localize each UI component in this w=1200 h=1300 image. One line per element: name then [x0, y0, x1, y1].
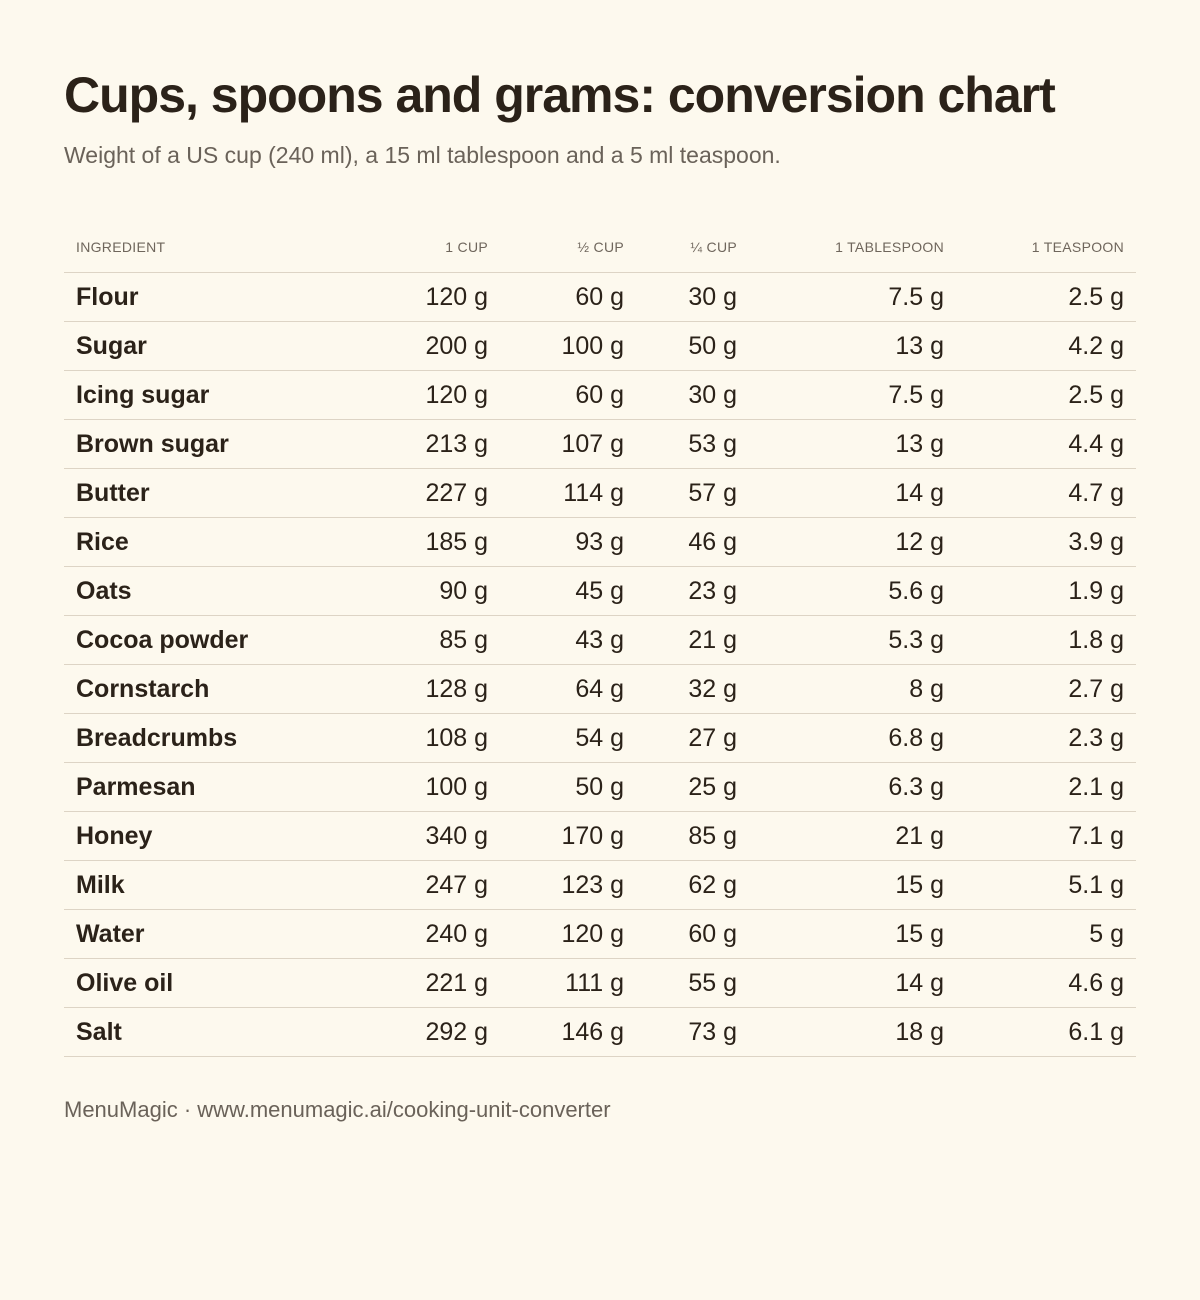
cell-tablespoon: 7.5 g — [749, 273, 956, 322]
cell-tablespoon: 15 g — [749, 910, 956, 959]
cell-1-cup: 292 g — [364, 1008, 500, 1057]
table-row — [64, 273, 1136, 322]
ingredient-name: Icing sugar — [64, 371, 364, 420]
table-row — [64, 371, 1136, 420]
cell-quarter-cup: 27 g — [636, 714, 749, 763]
cell-1-cup: 128 g — [364, 665, 500, 714]
column-header-quarter-cup: ¼ CUP — [636, 222, 749, 273]
ingredient-name: Brown sugar — [64, 420, 364, 469]
table-row — [64, 763, 1136, 812]
cell-tablespoon: 12 g — [749, 518, 956, 567]
column-header-tablespoon: 1 TABLESPOON — [749, 222, 956, 273]
cell-1-cup: 240 g — [364, 910, 500, 959]
cell-half-cup: 120 g — [500, 910, 636, 959]
cell-teaspoon: 3.9 g — [956, 518, 1136, 567]
ingredient-name: Oats — [64, 567, 364, 616]
cell-teaspoon: 1.9 g — [956, 567, 1136, 616]
cell-teaspoon: 4.2 g — [956, 322, 1136, 371]
cell-quarter-cup: 62 g — [636, 861, 749, 910]
cell-quarter-cup: 25 g — [636, 763, 749, 812]
cell-half-cup: 43 g — [500, 616, 636, 665]
cell-teaspoon: 6.1 g — [956, 1008, 1136, 1057]
column-header-teaspoon: 1 TEASPOON — [956, 222, 1136, 273]
cell-1-cup: 185 g — [364, 518, 500, 567]
cell-tablespoon: 6.8 g — [749, 714, 956, 763]
cell-quarter-cup: 30 g — [636, 273, 749, 322]
column-header-ingredient: INGREDIENT — [64, 222, 364, 273]
cell-half-cup: 123 g — [500, 861, 636, 910]
cell-teaspoon: 4.4 g — [956, 420, 1136, 469]
table-row — [64, 910, 1136, 959]
column-header-half-cup: ½ CUP — [500, 222, 636, 273]
cell-quarter-cup: 50 g — [636, 322, 749, 371]
cell-tablespoon: 13 g — [749, 420, 956, 469]
table-row — [64, 322, 1136, 371]
cell-teaspoon: 2.1 g — [956, 763, 1136, 812]
cell-half-cup: 146 g — [500, 1008, 636, 1057]
ingredient-name: Flour — [64, 273, 364, 322]
cell-quarter-cup: 46 g — [636, 518, 749, 567]
ingredient-name: Salt — [64, 1008, 364, 1057]
cell-quarter-cup: 55 g — [636, 959, 749, 1008]
cell-teaspoon: 2.7 g — [956, 665, 1136, 714]
cell-half-cup: 100 g — [500, 322, 636, 371]
ingredient-name: Milk — [64, 861, 364, 910]
cell-half-cup: 60 g — [500, 371, 636, 420]
table-row — [64, 567, 1136, 616]
table-row — [64, 959, 1136, 1008]
table-row — [64, 665, 1136, 714]
cell-half-cup: 54 g — [500, 714, 636, 763]
cell-1-cup: 247 g — [364, 861, 500, 910]
page-title: Cups, spoons and grams: conversion chart — [64, 67, 1055, 123]
ingredient-name: Parmesan — [64, 763, 364, 812]
ingredient-name: Honey — [64, 812, 364, 861]
cell-quarter-cup: 57 g — [636, 469, 749, 518]
table-header-row — [64, 222, 1136, 273]
cell-half-cup: 50 g — [500, 763, 636, 812]
ingredient-name: Olive oil — [64, 959, 364, 1008]
cell-quarter-cup: 30 g — [636, 371, 749, 420]
cell-quarter-cup: 23 g — [636, 567, 749, 616]
ingredient-name: Cornstarch — [64, 665, 364, 714]
cell-1-cup: 100 g — [364, 763, 500, 812]
cell-quarter-cup: 60 g — [636, 910, 749, 959]
table-row — [64, 469, 1136, 518]
ingredient-name: Water — [64, 910, 364, 959]
ingredient-name: Butter — [64, 469, 364, 518]
cell-teaspoon: 5.1 g — [956, 861, 1136, 910]
cell-teaspoon: 2.3 g — [956, 714, 1136, 763]
cell-quarter-cup: 85 g — [636, 812, 749, 861]
ingredient-name: Sugar — [64, 322, 364, 371]
cell-half-cup: 107 g — [500, 420, 636, 469]
cell-1-cup: 221 g — [364, 959, 500, 1008]
cell-tablespoon: 13 g — [749, 322, 956, 371]
table-body — [64, 273, 1136, 1057]
cell-quarter-cup: 21 g — [636, 616, 749, 665]
cell-tablespoon: 15 g — [749, 861, 956, 910]
cell-teaspoon: 2.5 g — [956, 273, 1136, 322]
cell-tablespoon: 5.6 g — [749, 567, 956, 616]
cell-tablespoon: 6.3 g — [749, 763, 956, 812]
table-row — [64, 714, 1136, 763]
cell-quarter-cup: 32 g — [636, 665, 749, 714]
table-row — [64, 1008, 1136, 1057]
cell-quarter-cup: 53 g — [636, 420, 749, 469]
ingredient-name: Breadcrumbs — [64, 714, 364, 763]
conversion-table — [64, 222, 1136, 1057]
cell-teaspoon: 7.1 g — [956, 812, 1136, 861]
cell-half-cup: 111 g — [500, 959, 636, 1008]
cell-tablespoon: 18 g — [749, 1008, 956, 1057]
cell-teaspoon: 2.5 g — [956, 371, 1136, 420]
cell-1-cup: 120 g — [364, 273, 500, 322]
cell-teaspoon: 4.7 g — [956, 469, 1136, 518]
table-row — [64, 616, 1136, 665]
cell-half-cup: 60 g — [500, 273, 636, 322]
cell-1-cup: 85 g — [364, 616, 500, 665]
cell-teaspoon: 4.6 g — [956, 959, 1136, 1008]
cell-tablespoon: 7.5 g — [749, 371, 956, 420]
cell-tablespoon: 21 g — [749, 812, 956, 861]
column-header-1-cup: 1 CUP — [364, 222, 500, 273]
cell-1-cup: 340 g — [364, 812, 500, 861]
ingredient-name: Cocoa powder — [64, 616, 364, 665]
table-row — [64, 420, 1136, 469]
cell-1-cup: 90 g — [364, 567, 500, 616]
cell-tablespoon: 5.3 g — [749, 616, 956, 665]
page-subtitle: Weight of a US cup (240 ml), a 15 ml tablespoon and a 5 ml teaspoon. — [64, 142, 781, 168]
cell-quarter-cup: 73 g — [636, 1008, 749, 1057]
cell-1-cup: 227 g — [364, 469, 500, 518]
cell-1-cup: 120 g — [364, 371, 500, 420]
cell-tablespoon: 14 g — [749, 959, 956, 1008]
cell-1-cup: 108 g — [364, 714, 500, 763]
cell-half-cup: 114 g — [500, 469, 636, 518]
table-row — [64, 518, 1136, 567]
cell-half-cup: 64 g — [500, 665, 636, 714]
cell-half-cup: 45 g — [500, 567, 636, 616]
footer-source: MenuMagic · www.menumagic.ai/cooking-unit-converter — [64, 1097, 611, 1122]
table-row — [64, 812, 1136, 861]
cell-tablespoon: 14 g — [749, 469, 956, 518]
cell-teaspoon: 1.8 g — [956, 616, 1136, 665]
cell-half-cup: 170 g — [500, 812, 636, 861]
cell-tablespoon: 8 g — [749, 665, 956, 714]
table-row — [64, 861, 1136, 910]
ingredient-name: Rice — [64, 518, 364, 567]
cell-1-cup: 200 g — [364, 322, 500, 371]
cell-1-cup: 213 g — [364, 420, 500, 469]
cell-teaspoon: 5 g — [956, 910, 1136, 959]
cell-half-cup: 93 g — [500, 518, 636, 567]
